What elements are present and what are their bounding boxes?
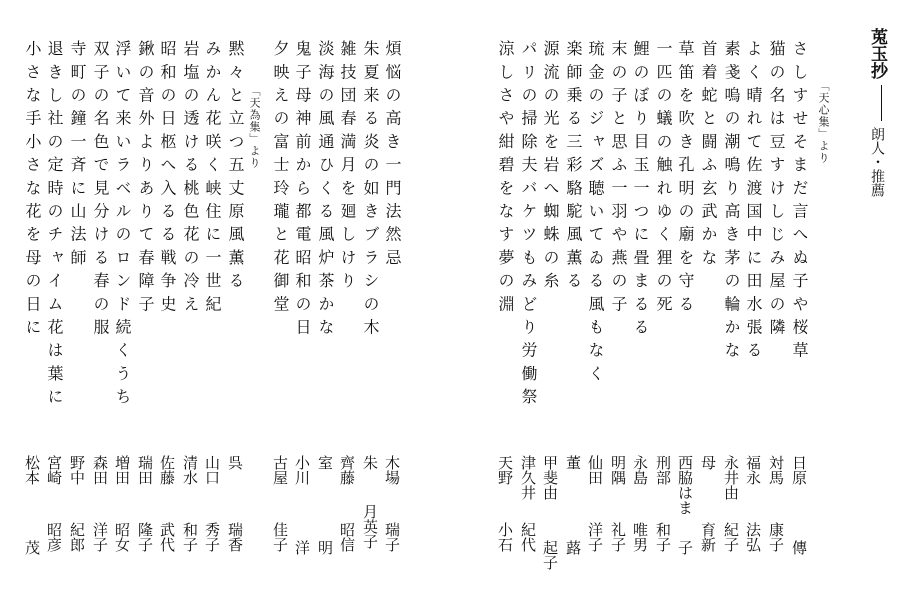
author-surname: 福永 [744, 455, 762, 485]
author-given: 小石 [496, 522, 514, 552]
haiku: 朱夏来る炎の如きブラシの木 [361, 40, 380, 342]
author-given: 紀代 [519, 522, 537, 552]
haiku: 小さな手小さな花を母の日に [23, 40, 42, 342]
haiku: 岩塩の透ける桃色花の冷え [181, 40, 200, 319]
author-given: 礼子 [609, 522, 627, 552]
haiku: 涼しさや紺碧をなす夢の淵 [496, 40, 515, 319]
author-given: 子 [676, 540, 694, 555]
author-surname: 天野 [496, 455, 514, 485]
author-given: 起子 [541, 540, 559, 570]
author-given: 隆子 [136, 522, 154, 552]
author-surname: 津久井 [519, 455, 537, 500]
author-surname: 永井由 [722, 455, 740, 500]
author-given: 法弘 [744, 522, 762, 552]
author-given: 佳子 [271, 522, 289, 552]
haiku: 首着蛇と闘ふ玄武かな [699, 40, 718, 272]
haiku: よく晴れて佐渡国中に田水張る [744, 40, 763, 365]
author-given: 和子 [181, 522, 199, 552]
author-given: 昭女 [113, 522, 131, 552]
author-given: 紀子 [722, 522, 740, 552]
author-given: 秀子 [203, 522, 221, 552]
author-surname: 木場 [383, 455, 401, 485]
author-given: 瑞子 [383, 522, 401, 552]
author-surname: 対馬 [767, 455, 785, 485]
author-given: 和子 [654, 522, 672, 552]
source-teni-label: 「天為集」より [248, 85, 261, 169]
author-given: 昭彦 [45, 522, 63, 552]
haiku: 退きし社の定時のチャイム花は葉に [45, 40, 64, 412]
author-surname: 齊藤 [338, 455, 356, 485]
author-surname: 刑部 [654, 455, 672, 485]
title-dash [881, 85, 882, 121]
haiku: 一匹の蟻の触れゆく狸の死 [654, 40, 673, 319]
author-given: 蕗 [564, 540, 582, 555]
author-given: 武代 [158, 522, 176, 552]
author-surname: 野中 [68, 455, 86, 485]
author-surname: 佐藤 [158, 455, 176, 485]
haiku: 鯉のぼり目玉一つに畳まるる [631, 40, 650, 342]
haiku: さしすせそまだ言へぬ子や桜草 [790, 40, 809, 365]
author-given: 月英子 [361, 504, 379, 549]
author-surname: 松本 [23, 455, 41, 485]
author-given: 育新 [699, 522, 717, 552]
haiku: 猫の名は豆すけしじみ屋の隣 [767, 40, 786, 342]
haiku: 鬼子母神前から都電昭和の日 [293, 40, 312, 342]
author-surname: 日原 [790, 455, 808, 485]
author-surname: 宮崎 [45, 455, 63, 485]
haiku: みかん花咲く峡住に一世紀 [203, 40, 222, 319]
author-given: 洋 [293, 540, 311, 555]
haiku: 鍬の音外よりありて春障子 [136, 40, 155, 319]
author-surname: 明隅 [609, 455, 627, 485]
author-surname: 森田 [91, 455, 109, 485]
haiku: 夕映えの富士玲瓏と花御堂 [271, 40, 290, 319]
haiku: 浮いて来いラベルのロンド続くうち [113, 40, 132, 412]
author-given: 明 [316, 540, 334, 555]
haiku: 琉金のジャズ聴いてゐる風もなく [586, 40, 605, 388]
author-surname: 朱 [361, 455, 379, 470]
author-surname: 呉 [226, 455, 244, 470]
haiku: 昭和の日柩へ入るる戦争史 [158, 40, 177, 319]
haiku: 寺町の鐘一斉に山法師 [68, 40, 87, 272]
haiku: 素戔嗚の潮鳴り高き茅の輪かな [722, 40, 741, 365]
author-given: 茂 [23, 540, 41, 555]
haiku: 煩悩の高き一門法然忌 [383, 40, 402, 272]
haiku: 雑技団春満月を廻しけり [338, 40, 357, 296]
haiku: 草笛を吹き孔明の廟を守る [676, 40, 695, 319]
author-surname: 清水 [181, 455, 199, 485]
author-surname: 小川 [293, 455, 311, 485]
source-tenshin-label: 「天心集」より [817, 80, 830, 164]
author-surname: 仙田 [586, 455, 604, 485]
author-surname: 甲斐由 [541, 455, 559, 500]
author-surname: 増田 [113, 455, 131, 485]
author-given: 康子 [767, 522, 785, 552]
author-surname: 母 [699, 455, 717, 470]
author-surname: 永島 [631, 455, 649, 485]
author-given: 唯男 [631, 522, 649, 552]
haiku: 淡海の風通ひくる風炉茶かな [316, 40, 335, 342]
author-given: 昭信 [338, 522, 356, 552]
author-surname: 古屋 [271, 455, 289, 485]
author-given: 紀郎 [68, 522, 86, 552]
title-recommender: 朗人・推薦 [869, 127, 885, 197]
page-title [865, 28, 890, 197]
author-given: 洋子 [91, 522, 109, 552]
author-surname: 山口 [203, 455, 221, 485]
haiku: 源流の光を岩へ蜘蛛の糸 [541, 40, 560, 296]
author-surname: 瑞田 [136, 455, 154, 485]
haiku: 末の子と思ふ一羽や燕の子 [609, 40, 628, 319]
author-given: 瑞香 [226, 522, 244, 552]
author-given: 洋子 [586, 522, 604, 552]
haiku: 双子の名色で見分ける春の服 [91, 40, 110, 342]
author-surname: 室 [316, 455, 334, 470]
author-given: 傳 [790, 540, 808, 555]
haiku: 黙々と立つ五丈原風薫る [226, 40, 245, 296]
author-surname: 西脇はま [676, 455, 694, 515]
haiku: 楽師乗る三彩駱駝風薫る [564, 40, 583, 296]
author-surname: 董 [564, 455, 582, 470]
title-main: 莵玉抄 [867, 28, 887, 79]
haiku: パリの掃除夫バケツもみどり労働祭 [519, 40, 538, 412]
